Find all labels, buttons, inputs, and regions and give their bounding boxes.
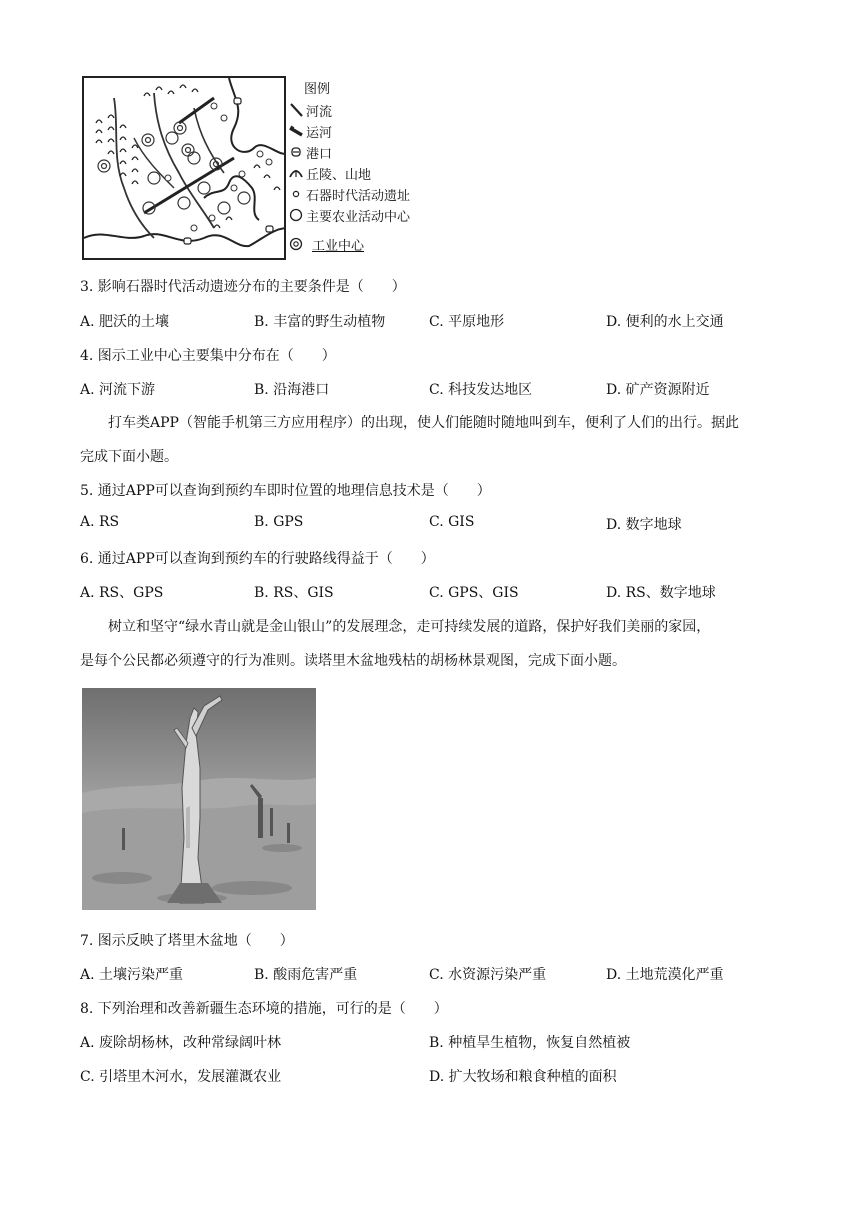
stone-age-site-icon [288,185,306,203]
question-5-option-a: A. RS [80,514,120,530]
map-figure [82,76,411,262]
question-3-option-b: B. 丰富的野生动植物 [254,314,386,330]
question-4-option-c: C. 科技发达地区 [429,382,533,398]
canal-icon [288,122,306,140]
question-6-stem: 6. 通过APP可以查询到预约车的行驶路线得益于（ ） [80,551,435,567]
river-icon [288,101,306,119]
agriculture-center-icon [288,206,306,224]
port-icon [288,143,306,161]
hills-icon [288,164,306,182]
question-5-stem: 5. 通过APP可以查询到预约车即时位置的地理信息技术是（ ） [80,483,491,499]
question-8-option-b: B. 种植旱生植物，恢复自然植被 [429,1035,631,1051]
question-8-option-d: D. 扩大牧场和粮食种植的面积 [429,1069,617,1085]
dead-poplar-forest-photo [82,688,316,910]
question-8-option-c: C. 引塔里木河水，发展灌溉农业 [80,1069,282,1085]
legend-item-stone-age-site: 石器时代活动遗址 [288,184,410,204]
question-7-option-d: D. 土地荒漠化严重 [606,967,724,983]
legend-title: 图例 [304,82,331,97]
passage-2-line-1: 树立和坚守“绿水青山就是金山银山”的发展理念，走可持续发展的道路，保护好我们美丽的家园， [80,619,711,635]
question-5-option-b: B. GPS [254,514,304,530]
passage-1-line-1: 打车类APP（智能手机第三方应用程序）的出现，使人们能随时随地叫到车，便利了人们的出行。据此 [80,415,739,431]
question-4-option-d: D. 矿产资源附近 [606,382,710,398]
question-6-option-d: D. RS、数字地球 [606,585,716,601]
question-7-option-c: C. 水资源污染严重 [429,967,547,983]
question-3-option-a: A. 肥沃的土壤 [80,314,170,330]
question-6-option-a: A. RS、GPS [80,585,164,601]
industrial-center-icon [288,235,306,253]
question-4-option-a: A. 河流下游 [80,382,156,398]
question-6-option-b: B. RS、GIS [254,585,334,601]
question-4-stem: 4. 图示工业中心主要集中分布在（ ） [80,348,336,364]
legend-item-industrial-center: 工业中心 [288,234,364,254]
passage-1-line-2: 完成下面小题。 [80,449,178,465]
map-legend [288,76,411,262]
question-5-option-c: C. GIS [429,514,475,530]
question-4-option-b: B. 沿海港口 [254,382,330,398]
question-7-option-b: B. 酸雨危害严重 [254,967,358,983]
map-image [82,76,286,260]
legend-item-agriculture-center: 主要农业活动中心 [288,205,410,225]
question-3-option-d: D. 便利的水上交通 [606,314,724,330]
question-3-option-c: C. 平原地形 [429,314,505,330]
legend-item-hills: 丘陵、山地 [288,163,371,183]
legend-item-canal: 运河 [288,121,332,141]
question-6-option-c: C. GPS、GIS [429,585,519,601]
legend-item-river: 河流 [288,100,332,120]
question-5-option-d: D. 数字地球 [606,517,682,533]
question-3-stem: 3. 影响石器时代活动遗迹分布的主要条件是（ ） [80,279,406,295]
legend-item-port: 港口 [288,142,332,162]
question-7-option-a: A. 土壤污染严重 [80,967,184,983]
question-8-stem: 8. 下列治理和改善新疆生态环境的措施，可行的是（ ） [80,1001,448,1017]
question-8-option-a: A. 废除胡杨林，改种常绿阔叶林 [80,1035,282,1051]
passage-2-line-2: 是每个公民都必须遵守的行为准则。读塔里木盆地残枯的胡杨林景观图，完成下面小题。 [80,653,626,669]
question-7-stem: 7. 图示反映了塔里木盆地（ ） [80,933,294,949]
